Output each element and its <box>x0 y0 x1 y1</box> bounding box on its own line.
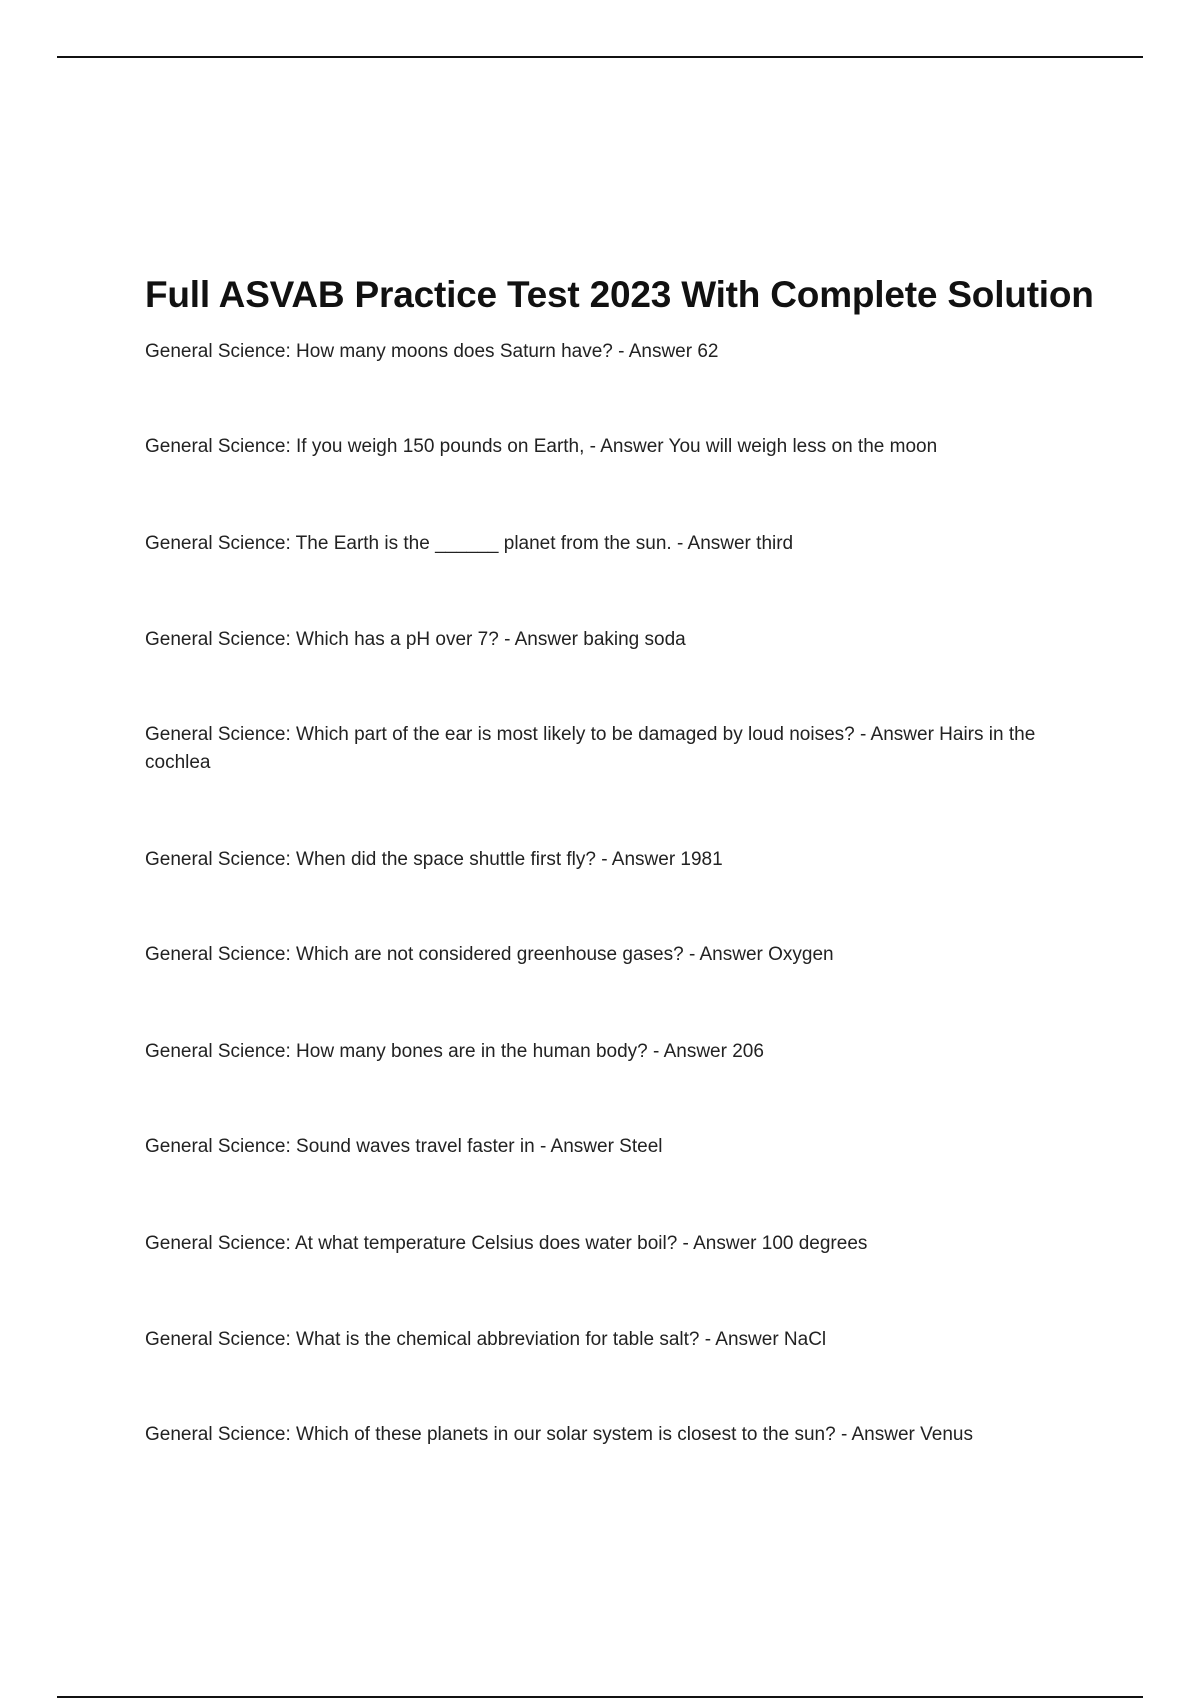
footer-rule <box>57 1696 1143 1698</box>
qa-item-5: General Science: Which part of the ear is most likely to be damaged by loud noises? - Answer Hairs in the cochlea <box>145 724 1036 773</box>
document-title: Full ASVAB Practice Test 2023 With Complete Solution <box>145 274 1094 315</box>
header-rule <box>57 56 1143 58</box>
qa-item-11: General Science: What is the chemical abbreviation for table salt? - Answer NaCl <box>145 1329 827 1350</box>
qa-item-1: General Science: How many moons does Saturn have? - Answer 62 <box>145 341 719 362</box>
qa-item-9: General Science: Sound waves travel faster in - Answer Steel <box>145 1136 663 1157</box>
qa-item-6: General Science: When did the space shuttle first fly? - Answer 1981 <box>145 849 723 870</box>
qa-item-4: General Science: Which has a pH over 7? - Answer baking soda <box>145 629 686 650</box>
qa-item-8: General Science: How many bones are in the human body? - Answer 206 <box>145 1041 764 1062</box>
qa-item-12: General Science: Which of these planets in our solar system is closest to the sun? - Answer Venus <box>145 1424 973 1445</box>
qa-item-3: General Science: The Earth is the ______ planet from the sun. - Answer third <box>145 533 794 554</box>
qa-item-10: General Science: At what temperature Celsius does water boil? - Answer 100 degrees <box>145 1233 868 1254</box>
qa-item-7: General Science: Which are not considered greenhouse gases? - Answer Oxygen <box>145 944 834 965</box>
qa-item-2: General Science: If you weigh 150 pounds on Earth, - Answer You will weigh less on the moon <box>145 436 938 457</box>
